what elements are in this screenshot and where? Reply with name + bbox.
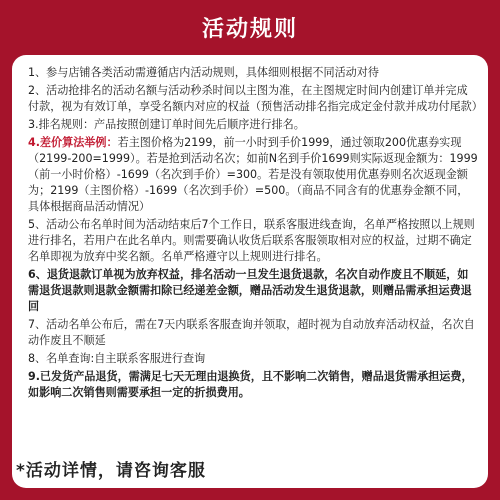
- rules-panel: [12, 55, 488, 488]
- rule-text: 9.已发货产品退货，需满足七天无理由退换货，且不影响二次销售，赠品退货需承担运费，如影响二次销售则需要承担一定的折损费用。: [28, 370, 473, 399]
- rule-text: 7、活动名单公布后，需在7天内联系客服查询并领取，超时视为自动放弃活动权益，名次自动作废且不顺延: [28, 318, 475, 347]
- rule-item-2: [28, 83, 483, 115]
- rule-item-5: [28, 217, 478, 265]
- rule-item-7: [28, 317, 478, 349]
- rule-text: 3.排名规则：产品按照创建订单时间先后顺序进行排名。: [28, 118, 305, 131]
- rule-text: 8、名单查询:自主联系客服进行查询: [28, 352, 206, 365]
- rule-text: 若主图价格为2199，前一小时到手价1999，通过领取200优惠券实现（2199-200=1999）。若是抢到活动名次；如前N名到手价1699则实际返现金额为：1999（前一小时价格）-1699（名次到手价）=300。若是没有领取使用优惠券则名次返现金额为；2199（主图价格）-1699（名次到手价）=500。（商品不同含有的优惠券金额不同，具体根据商品活动情况）: [28, 136, 478, 213]
- rule-item-1: [28, 65, 478, 81]
- page-title: 活动规则: [201, 17, 298, 42]
- rule-text: 6、退货退款订单视为放弃权益，排名活动一旦发生退货退款，名次自动作废且不顺延，如需退货退款则退款金额需扣除已经递差金额，赠品活动发生退货退款，则赠品需承担运费退回: [28, 268, 472, 313]
- rule-heading-price-example: 4.差价算法举例：: [28, 136, 118, 149]
- rule-item-8: [28, 351, 478, 367]
- rule-text: 2、活动抢排名的活动名额与活动秒杀时间以主图为准，在主图规定时间内创建订单并完成付款，视为有效订单，享受名额内对应的权益（预售活动排名指完成定金付款并成功付尾款）: [28, 84, 483, 113]
- rule-text: 1、参与店铺各类活动需遵循店内活动规则，具体细则根据不同活动对待: [28, 66, 379, 79]
- rule-text: 5、活动公布名单时间为活动结束后7个工作日，联系客服进线查询，名单严格按照以上规则进行排名，若用户在此名单内。则需要确认收货后联系客服领取相对应的权益，过期不确定名单即视为放弃中奖名额。名单严格遵守以上规则进行排名。: [28, 218, 475, 263]
- rule-item-6: [28, 267, 478, 315]
- rule-item-4: [28, 135, 478, 215]
- rule-item-9: [28, 369, 478, 401]
- footer-note: *活动详情，请咨询客服: [16, 461, 206, 481]
- rule-item-3: [28, 117, 478, 133]
